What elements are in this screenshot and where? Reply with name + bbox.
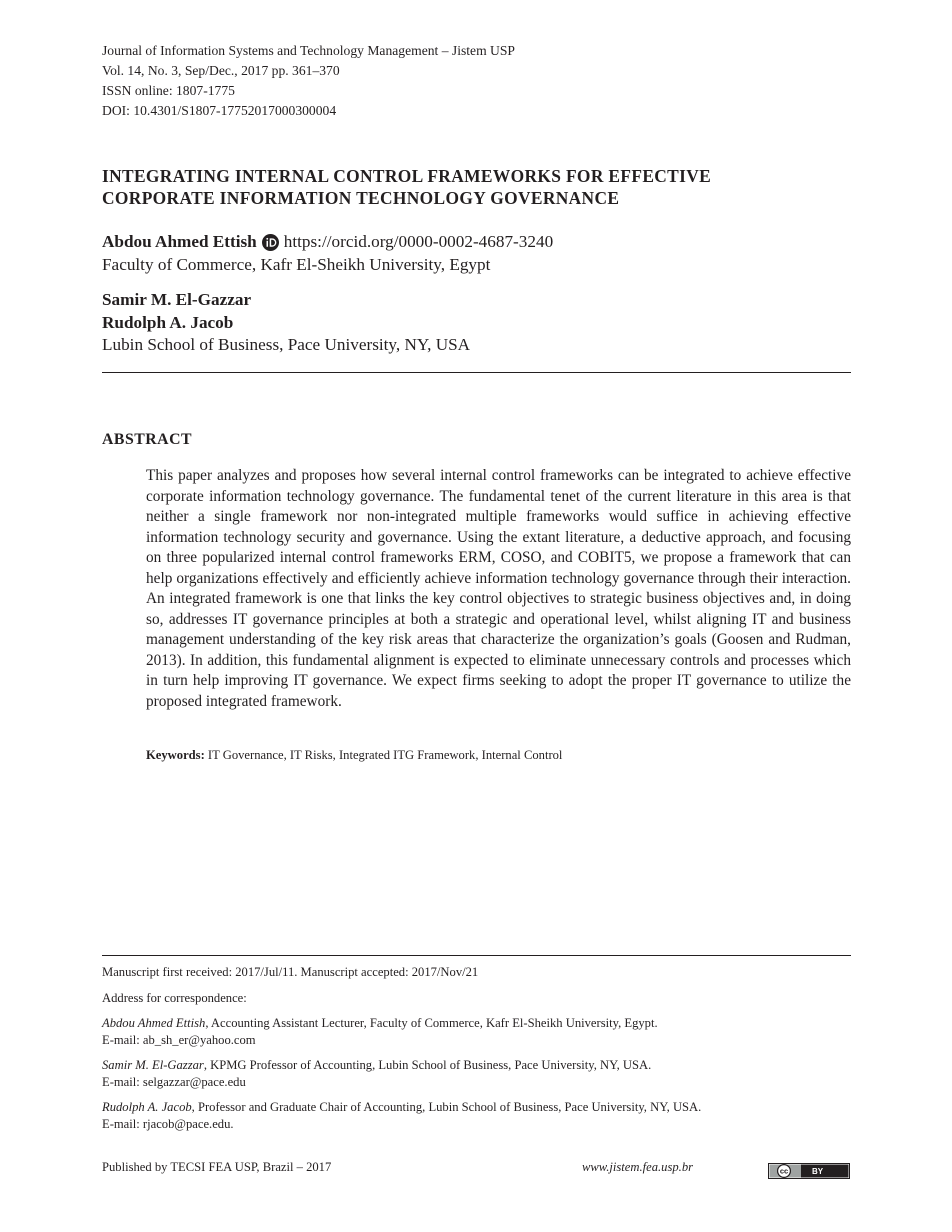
footnotes [102, 964, 851, 1141]
correspondent-name: Rudolph A. Jacob [102, 1100, 192, 1114]
cc-mark: cc [779, 1166, 789, 1176]
correspondent-email[interactable]: E-mail: ab_sh_er@yahoo.com [102, 1032, 256, 1047]
correspondence-heading: Address for correspondence: [102, 990, 247, 1005]
correspondence-heading-block [102, 990, 851, 1007]
paper-title [102, 165, 862, 209]
author-line-1 [102, 231, 553, 254]
abstract-text: This paper analyzes and proposes how several internal control frameworks can be integrated to achieve effective corporate information technology governance. The fundamental tenet of the current literature in this area is that neither a single framework nor non-integrated multiple frameworks would suffice in achieving effective information technology security and governance. Using the extant literature, a deductive approach, and focusing on three popularized internal control frameworks ERM, COSO, and COBIT5, we propose a framework that can help organizations effectively and efficiently achieve information technology governance through their interaction. An integrated framework is one that links the key control objectives to strategic business objectives and, in doing so, addresses IT governance principles at both a strategic and operational level, whilst aligning IT and business management understanding of the key risk areas that characterize the organization’s goals (Goosen and Rudman, 2013). In addition, this fundamental alignment is expected to eliminate unnecessary controls and processes which in turn help improving IT governance. We expect firms seeking to adopt the proper IT governance to utilize the proposed integrated framework. [146, 467, 851, 710]
footnote-divider [102, 955, 851, 956]
correspondence-entry [102, 1057, 851, 1090]
journal-volume: Vol. 14, No. 3, Sep/Dec., 2017 pp. 361–370 [102, 63, 340, 78]
header-divider [102, 372, 851, 373]
abstract-heading: ABSTRACT [102, 431, 193, 448]
authors-block [102, 231, 553, 357]
keywords [146, 747, 851, 764]
correspondence-entry [102, 1015, 851, 1048]
by-mark: BY [812, 1167, 824, 1177]
correspondent-details: , Accounting Assistant Lecturer, Faculty of Commerce, Kafr El-Sheikh University, Egypt. [205, 1016, 658, 1030]
orcid-link[interactable]: https://orcid.org/0000-0002-4687-3240 [283, 232, 554, 251]
author-name-3: Rudolph A. Jacob [102, 312, 234, 332]
author-name-1: Abdou Ahmed Ettish [102, 232, 257, 251]
author-group-2 [102, 289, 553, 357]
author-name-2: Samir M. El-Gazzar [102, 290, 252, 309]
manuscript-dates [102, 964, 851, 981]
keywords-list: IT Governance, IT Risks, Integrated ITG Framework, Internal Control [207, 748, 563, 762]
correspondent-name: Abdou Ahmed Ettish [102, 1016, 206, 1030]
correspondent-name: Samir M. El-Gazzar [102, 1058, 204, 1072]
title-line-1: INTEGRATING INTERNAL CONTROL FRAMEWORKS FOR EFFECTIVE [102, 166, 712, 186]
orcid-icon[interactable] [262, 234, 279, 251]
journal-issn: ISSN online: 1807-1775 [102, 83, 235, 98]
author-affiliation-1: Faculty of Commerce, Kafr El-Sheikh University, Egypt [102, 254, 491, 274]
correspondence-entry [102, 1099, 851, 1132]
author-affiliation-2: Lubin School of Business, Pace University, NY, USA [102, 335, 471, 354]
journal-name: Journal of Information Systems and Technology Management – Jistem USP [102, 43, 515, 58]
correspondent-email[interactable]: E-mail: selgazzar@pace.edu [102, 1074, 246, 1089]
journal-header [102, 41, 515, 121]
manuscript-received: Manuscript first received: 2017/Jul/11. Manuscript accepted: 2017/Nov/21 [102, 965, 479, 979]
journal-url[interactable]: www.jistem.fea.usp.br [582, 1160, 694, 1174]
keywords-label: Keywords: [146, 748, 205, 762]
publisher-line: Published by TECSI FEA USP, Brazil – 2017 [102, 1160, 332, 1174]
title-line-2: CORPORATE INFORMATION TECHNOLOGY GOVERNANCE [102, 188, 620, 208]
correspondent-email[interactable]: E-mail: rjacob@pace.edu. [102, 1116, 234, 1131]
journal-doi: DOI: 10.4301/S1807-17752017000300004 [102, 103, 337, 118]
correspondent-details: , KPMG Professor of Accounting, Lubin School of Business, Pace University, NY, USA. [203, 1058, 652, 1072]
cc-by-license-icon[interactable] [768, 1163, 850, 1179]
correspondent-details: , Professor and Graduate Chair of Accounting, Lubin School of Business, Pace University, NY, USA. [191, 1100, 702, 1114]
